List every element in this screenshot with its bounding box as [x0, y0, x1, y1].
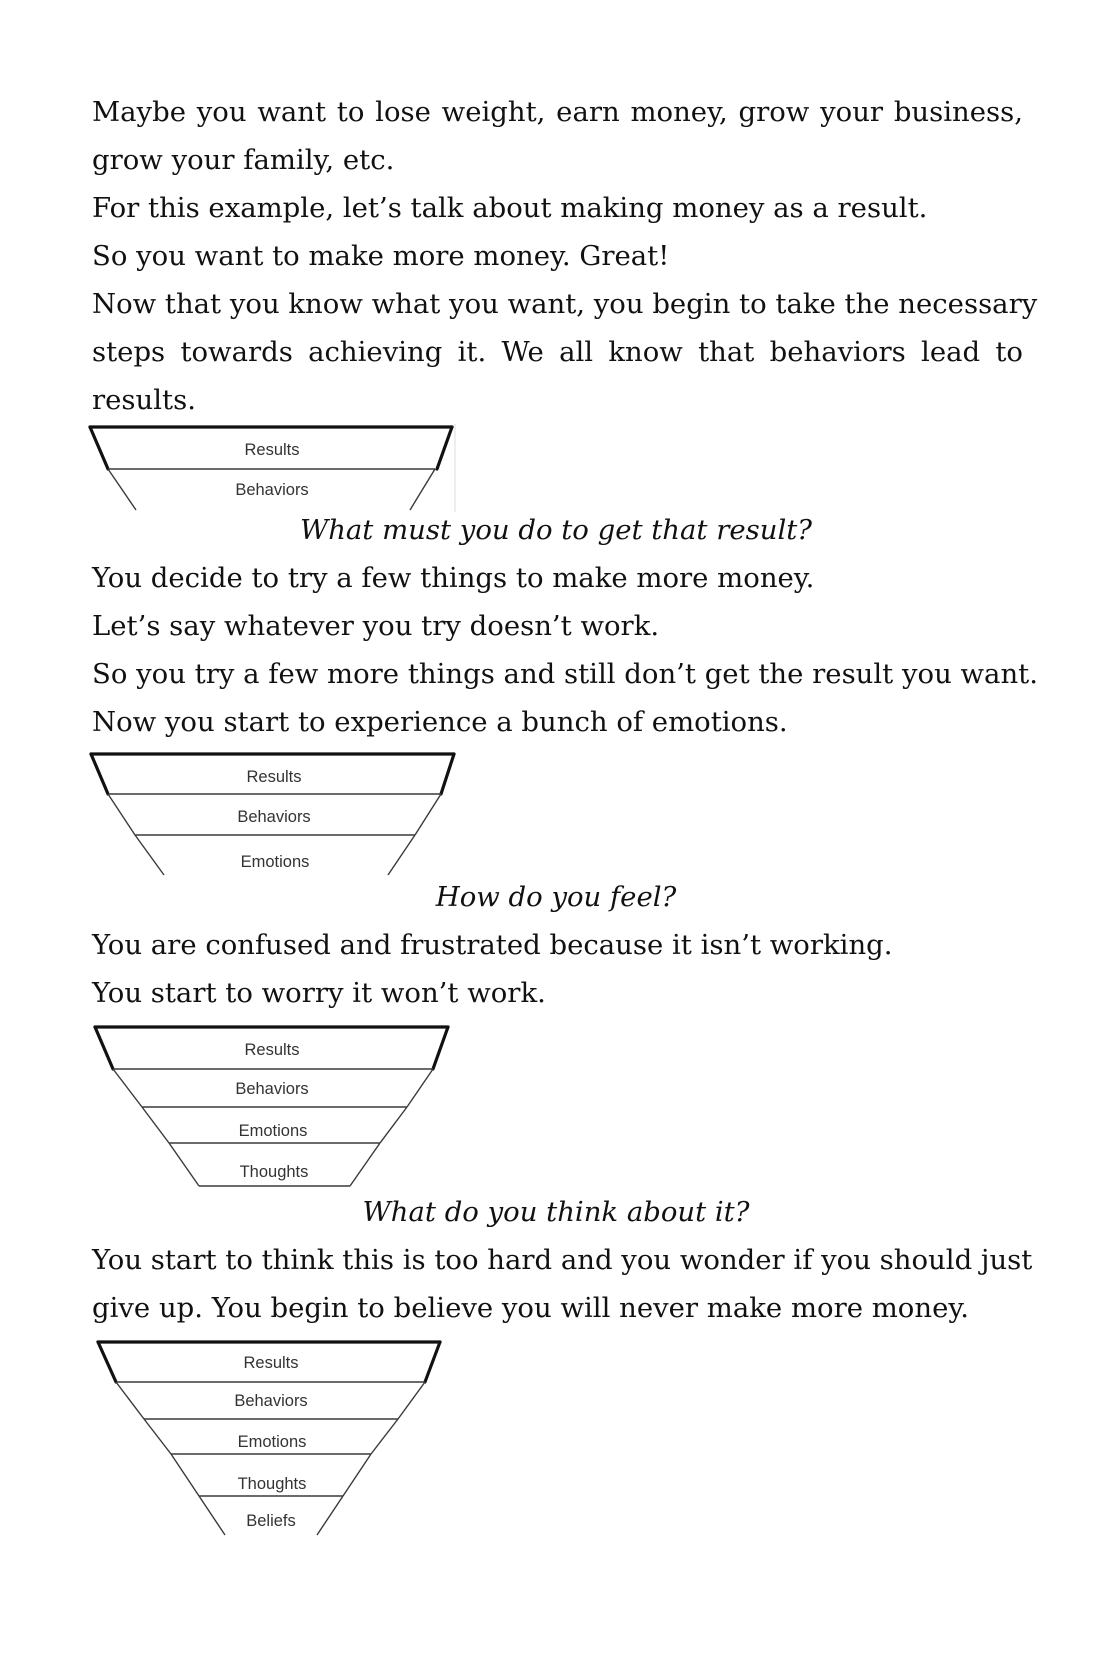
funnel-label-behaviors: Behaviors [235, 1080, 309, 1098]
funnel-label-behaviors: Behaviors [237, 808, 311, 826]
funnel-label-emotions: Emotions [238, 1122, 308, 1140]
body-text-line: Maybe you want to lose weight, earn money, grow your business, [92, 96, 1023, 128]
funnel-label-beliefs: Beliefs [246, 1512, 296, 1530]
body-text-line: give up. You begin to believe you will never make more money. [92, 1292, 969, 1324]
funnel-label-results: Results [243, 1354, 299, 1372]
funnel-label-behaviors: Behaviors [234, 1392, 308, 1410]
body-text-line: So you try a few more things and still don’t get the result you want. [92, 658, 1038, 690]
body-text-line: results. [92, 384, 196, 416]
funnel-label-results: Results [244, 1041, 300, 1059]
body-text-line: Now that you know what you want, you begin to take the necessary [92, 288, 1038, 320]
funnel-diagram-4 [95, 1339, 455, 1549]
caption: How do you feel? [435, 881, 677, 913]
funnel-diagram-3 [92, 1024, 462, 1194]
body-text-line: So you want to make more money. Great! [92, 240, 670, 272]
funnel-label-results: Results [246, 768, 302, 786]
body-text-line: Now you start to experience a bunch of emotions. [92, 706, 788, 738]
body-text-line: grow your family, etc. [92, 144, 395, 176]
funnel-label-emotions: Emotions [240, 853, 310, 871]
funnel-label-thoughts: Thoughts [237, 1475, 307, 1493]
funnel-label-emotions: Emotions [237, 1433, 307, 1451]
body-text-line: You start to think this is too hard and you wonder if you should just [92, 1244, 1033, 1276]
body-text-line: steps towards achieving it. We all know that behaviors lead to [92, 336, 1023, 368]
funnel-diagram-2 [88, 751, 458, 881]
body-text-line: You are confused and frustrated because it isn’t working. [92, 929, 893, 961]
funnel-label-results: Results [244, 441, 300, 459]
body-text-line: You start to worry it won’t work. [92, 977, 546, 1009]
caption: What do you think about it? [362, 1196, 750, 1228]
body-text-line: For this example, let’s talk about making money as a result. [92, 192, 928, 224]
caption: What must you do to get that result? [299, 514, 813, 546]
funnel-label-behaviors: Behaviors [235, 481, 309, 499]
body-text-line: Let’s say whatever you try doesn’t work. [92, 610, 660, 642]
funnel-label-thoughts: Thoughts [239, 1163, 309, 1181]
body-text-line: You decide to try a few things to make more money. [92, 562, 815, 594]
funnel-diagram-1 [88, 424, 458, 514]
